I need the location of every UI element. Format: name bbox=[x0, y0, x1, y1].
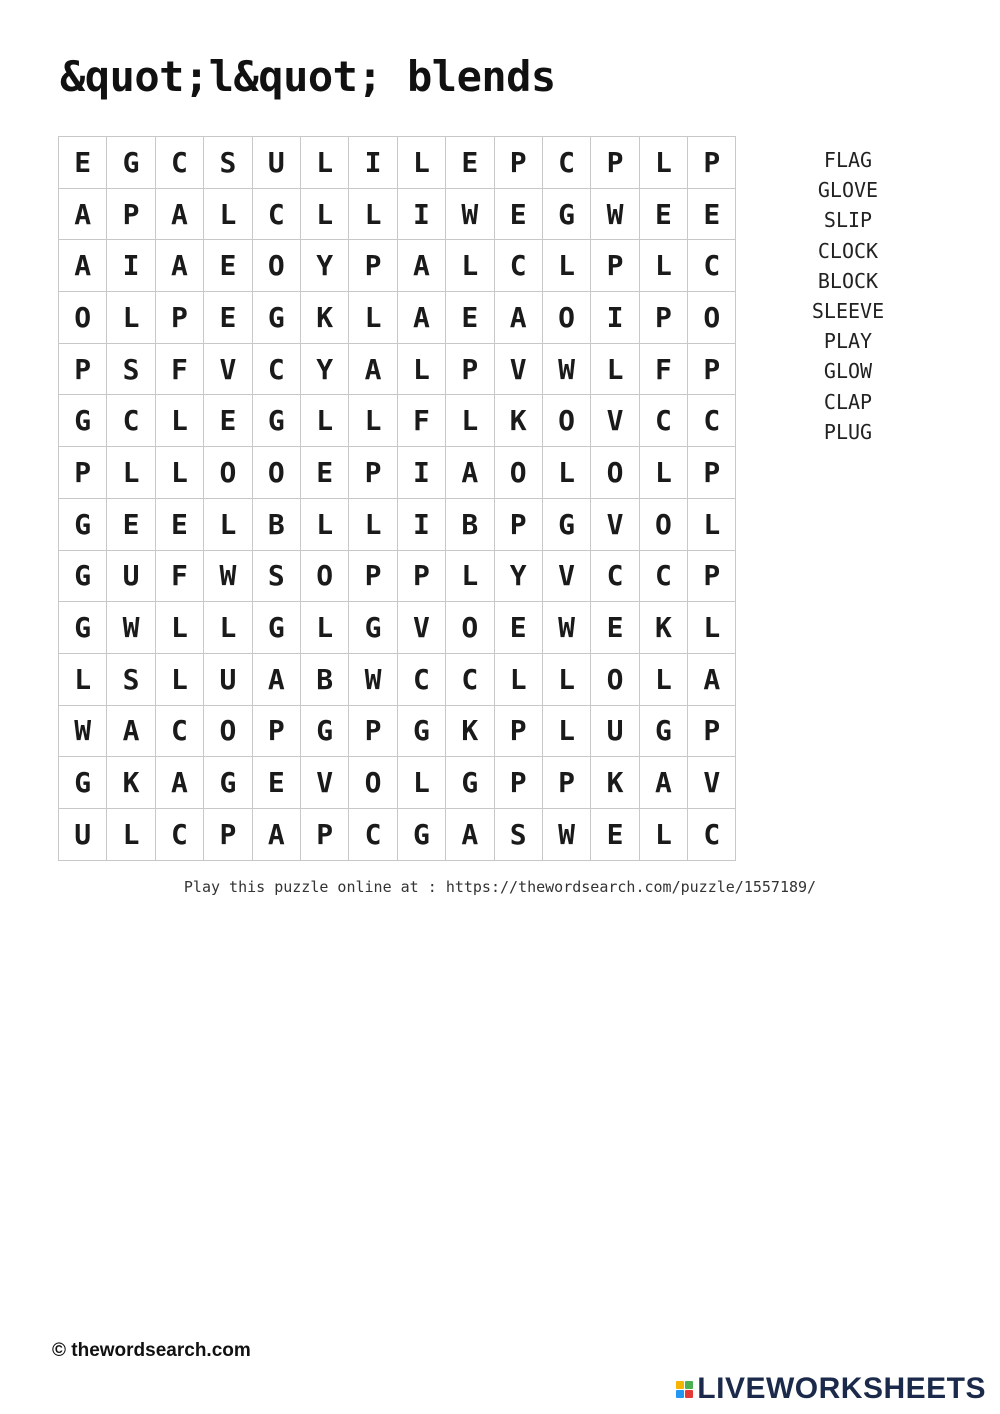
grid-cell: P bbox=[688, 706, 736, 758]
grid-cell: L bbox=[446, 240, 494, 292]
grid-cell: L bbox=[301, 395, 349, 447]
grid-cell: C bbox=[495, 240, 543, 292]
grid-cell: P bbox=[349, 447, 397, 499]
grid-cell: P bbox=[59, 344, 107, 396]
grid-cell: A bbox=[253, 654, 301, 706]
grid-cell: L bbox=[398, 344, 446, 396]
grid-cell: A bbox=[446, 809, 494, 861]
grid-cell: L bbox=[204, 189, 252, 241]
grid-cell: L bbox=[349, 292, 397, 344]
grid-cell: O bbox=[59, 292, 107, 344]
puzzle-url-link[interactable]: https://thewordsearch.com/puzzle/1557189/ bbox=[445, 878, 817, 896]
grid-cell: L bbox=[156, 395, 204, 447]
grid-cell: O bbox=[543, 292, 591, 344]
grid-cell: P bbox=[107, 189, 155, 241]
word-list-item: SLIP bbox=[823, 208, 873, 233]
grid-cell: V bbox=[688, 757, 736, 809]
grid-cell: P bbox=[495, 137, 543, 189]
grid-cell: S bbox=[107, 344, 155, 396]
grid-cell: C bbox=[253, 344, 301, 396]
grid-cell: L bbox=[349, 395, 397, 447]
grid-cell: U bbox=[591, 706, 639, 758]
liveworksheets-wordmark: LIVEWORKSHEETS bbox=[697, 1372, 986, 1405]
grid-cell: W bbox=[446, 189, 494, 241]
word-list-item: PLAY bbox=[823, 329, 873, 354]
grid-cell: S bbox=[204, 137, 252, 189]
grid-cell: W bbox=[59, 706, 107, 758]
grid-cell: A bbox=[446, 447, 494, 499]
grid-cell: G bbox=[398, 809, 446, 861]
grid-cell: E bbox=[204, 240, 252, 292]
grid-cell: E bbox=[253, 757, 301, 809]
grid-cell: L bbox=[301, 137, 349, 189]
grid-cell: G bbox=[59, 757, 107, 809]
grid-cell: L bbox=[688, 499, 736, 551]
grid-cell: L bbox=[543, 654, 591, 706]
grid-cell: E bbox=[640, 189, 688, 241]
grid-cell: L bbox=[349, 189, 397, 241]
grid-cell: L bbox=[640, 654, 688, 706]
grid-cell: E bbox=[204, 395, 252, 447]
grid-cell: L bbox=[107, 292, 155, 344]
grid-cell: V bbox=[543, 551, 591, 603]
logo-square bbox=[676, 1381, 684, 1389]
grid-cell: B bbox=[301, 654, 349, 706]
grid-cell: P bbox=[349, 706, 397, 758]
grid-cell: L bbox=[640, 447, 688, 499]
grid-cell: L bbox=[349, 499, 397, 551]
grid-cell: O bbox=[204, 706, 252, 758]
grid-cell: O bbox=[253, 240, 301, 292]
grid-cell: K bbox=[495, 395, 543, 447]
grid-cell: V bbox=[495, 344, 543, 396]
grid-cell: E bbox=[59, 137, 107, 189]
grid-cell: O bbox=[253, 447, 301, 499]
grid-cell: P bbox=[156, 292, 204, 344]
word-list-item: PLUG bbox=[823, 419, 873, 444]
grid-cell: P bbox=[688, 137, 736, 189]
grid-cell: G bbox=[349, 602, 397, 654]
grid-cell: L bbox=[640, 137, 688, 189]
grid-cell: K bbox=[640, 602, 688, 654]
grid-cell: C bbox=[688, 809, 736, 861]
grid-cell: W bbox=[204, 551, 252, 603]
grid-cell: F bbox=[640, 344, 688, 396]
grid-cell: S bbox=[495, 809, 543, 861]
grid-cell: C bbox=[156, 809, 204, 861]
logo-square bbox=[676, 1390, 684, 1398]
grid-cell: Y bbox=[301, 344, 349, 396]
grid-cell: O bbox=[446, 602, 494, 654]
grid-cell: K bbox=[446, 706, 494, 758]
grid-cell: C bbox=[156, 706, 204, 758]
grid-cell: K bbox=[591, 757, 639, 809]
play-online-line bbox=[0, 878, 1000, 896]
grid-cell: A bbox=[640, 757, 688, 809]
grid-cell: I bbox=[398, 499, 446, 551]
grid-cell: L bbox=[591, 344, 639, 396]
grid-cell: O bbox=[301, 551, 349, 603]
word-list-item: SLEEVE bbox=[811, 299, 885, 324]
liveworksheets-brand bbox=[676, 1372, 986, 1406]
grid-cell: A bbox=[107, 706, 155, 758]
grid-cell: I bbox=[349, 137, 397, 189]
grid-cell: L bbox=[398, 137, 446, 189]
grid-cell: P bbox=[349, 240, 397, 292]
grid-cell: C bbox=[640, 395, 688, 447]
grid-cell: A bbox=[156, 189, 204, 241]
grid-cell: P bbox=[495, 706, 543, 758]
grid-cell: G bbox=[446, 757, 494, 809]
grid-cell: L bbox=[156, 602, 204, 654]
grid-cell: F bbox=[156, 551, 204, 603]
grid-cell: U bbox=[107, 551, 155, 603]
grid-cell: A bbox=[59, 189, 107, 241]
grid-cell: C bbox=[591, 551, 639, 603]
grid-cell: L bbox=[204, 602, 252, 654]
grid-cell: P bbox=[495, 757, 543, 809]
grid-cell: I bbox=[107, 240, 155, 292]
grid-cell: C bbox=[398, 654, 446, 706]
grid-cell: G bbox=[59, 551, 107, 603]
grid-cell: W bbox=[107, 602, 155, 654]
grid-cell: C bbox=[107, 395, 155, 447]
word-list-item: CLOCK bbox=[817, 238, 879, 263]
word-list-item: GLOW bbox=[823, 359, 873, 384]
grid-cell: C bbox=[688, 240, 736, 292]
grid-cell: A bbox=[398, 240, 446, 292]
grid-cell: V bbox=[398, 602, 446, 654]
grid-cell: P bbox=[688, 344, 736, 396]
grid-cell: B bbox=[446, 499, 494, 551]
grid-cell: G bbox=[543, 499, 591, 551]
grid-cell: G bbox=[107, 137, 155, 189]
grid-cell: C bbox=[156, 137, 204, 189]
grid-cell: P bbox=[495, 499, 543, 551]
grid-cell: I bbox=[398, 189, 446, 241]
word-list-item: BLOCK bbox=[817, 268, 879, 293]
grid-cell: L bbox=[156, 447, 204, 499]
grid-cell: G bbox=[253, 292, 301, 344]
grid-cell: E bbox=[156, 499, 204, 551]
grid-cell: G bbox=[59, 602, 107, 654]
grid-cell: L bbox=[59, 654, 107, 706]
grid-cell: U bbox=[59, 809, 107, 861]
grid-cell: O bbox=[640, 499, 688, 551]
grid-cell: L bbox=[156, 654, 204, 706]
grid-cell: L bbox=[301, 602, 349, 654]
grid-cell: E bbox=[495, 189, 543, 241]
grid-cell: P bbox=[591, 240, 639, 292]
grid-cell: P bbox=[543, 757, 591, 809]
grid-cell: L bbox=[640, 240, 688, 292]
grid-cell: F bbox=[398, 395, 446, 447]
grid-cell: A bbox=[156, 757, 204, 809]
grid-cell: K bbox=[107, 757, 155, 809]
grid-cell: C bbox=[253, 189, 301, 241]
puzzle-title: &quot;l&quot; blends bbox=[60, 52, 556, 101]
grid-cell: U bbox=[253, 137, 301, 189]
play-online-text: Play this puzzle online at bbox=[183, 878, 419, 896]
grid-cell: L bbox=[543, 706, 591, 758]
grid-cell: K bbox=[301, 292, 349, 344]
grid-cell: L bbox=[543, 240, 591, 292]
grid-cell: W bbox=[543, 344, 591, 396]
grid-cell: S bbox=[253, 551, 301, 603]
grid-cell: O bbox=[591, 654, 639, 706]
grid-cell: C bbox=[688, 395, 736, 447]
grid-cell: A bbox=[253, 809, 301, 861]
grid-cell: E bbox=[446, 292, 494, 344]
grid-cell: I bbox=[591, 292, 639, 344]
grid-cell: O bbox=[543, 395, 591, 447]
grid-cell: Y bbox=[495, 551, 543, 603]
grid-cell: G bbox=[204, 757, 252, 809]
grid-cell: L bbox=[446, 551, 494, 603]
grid-cell: A bbox=[688, 654, 736, 706]
grid-cell: G bbox=[543, 189, 591, 241]
grid-cell: O bbox=[495, 447, 543, 499]
grid-cell: V bbox=[591, 499, 639, 551]
grid-cell: A bbox=[349, 344, 397, 396]
logo-square bbox=[685, 1381, 693, 1389]
grid-cell: C bbox=[349, 809, 397, 861]
grid-cell: I bbox=[398, 447, 446, 499]
grid-cell: E bbox=[301, 447, 349, 499]
grid-cell: W bbox=[349, 654, 397, 706]
word-list-item: GLOVE bbox=[817, 178, 879, 203]
grid-cell: E bbox=[591, 602, 639, 654]
grid-cell: C bbox=[543, 137, 591, 189]
grid-cell: L bbox=[688, 602, 736, 654]
grid-cell: E bbox=[107, 499, 155, 551]
grid-cell: E bbox=[204, 292, 252, 344]
grid-cell: A bbox=[495, 292, 543, 344]
grid-cell: P bbox=[398, 551, 446, 603]
grid-cell: E bbox=[688, 189, 736, 241]
word-list-item: CLAP bbox=[823, 389, 873, 414]
copyright-text: © thewordsearch.com bbox=[52, 1340, 251, 1361]
grid-cell: L bbox=[640, 809, 688, 861]
grid-cell: G bbox=[59, 395, 107, 447]
grid-cell: P bbox=[204, 809, 252, 861]
grid-cell: P bbox=[688, 551, 736, 603]
grid-cell: L bbox=[543, 447, 591, 499]
grid-cell: W bbox=[543, 602, 591, 654]
grid-cell: P bbox=[591, 137, 639, 189]
grid-cell: U bbox=[204, 654, 252, 706]
grid-cell: L bbox=[107, 447, 155, 499]
grid-cell: G bbox=[59, 499, 107, 551]
word-search-grid bbox=[58, 136, 736, 861]
play-online-separator: : bbox=[418, 878, 446, 896]
grid-cell: P bbox=[59, 447, 107, 499]
grid-cell: O bbox=[349, 757, 397, 809]
grid-cell: A bbox=[398, 292, 446, 344]
grid-cell: L bbox=[204, 499, 252, 551]
grid-cell: O bbox=[204, 447, 252, 499]
grid-cell: L bbox=[107, 809, 155, 861]
grid-cell: G bbox=[640, 706, 688, 758]
grid-cell: A bbox=[59, 240, 107, 292]
grid-cell: G bbox=[253, 602, 301, 654]
grid-cell: E bbox=[495, 602, 543, 654]
grid-cell: V bbox=[204, 344, 252, 396]
grid-cell: G bbox=[301, 706, 349, 758]
grid-cell: Y bbox=[301, 240, 349, 292]
grid-cell: G bbox=[398, 706, 446, 758]
grid-cell: W bbox=[543, 809, 591, 861]
grid-cell: F bbox=[156, 344, 204, 396]
word-list-item: FLAG bbox=[823, 148, 873, 172]
grid-cell: C bbox=[640, 551, 688, 603]
grid-cell: L bbox=[398, 757, 446, 809]
grid-cell: L bbox=[446, 395, 494, 447]
word-list bbox=[790, 145, 906, 447]
grid-cell: E bbox=[591, 809, 639, 861]
grid-cell: V bbox=[301, 757, 349, 809]
grid-cell: G bbox=[253, 395, 301, 447]
grid-cell: L bbox=[301, 189, 349, 241]
logo-square bbox=[685, 1390, 693, 1398]
grid-cell: C bbox=[446, 654, 494, 706]
grid-cell: V bbox=[591, 395, 639, 447]
grid-cell: A bbox=[156, 240, 204, 292]
grid-cell: P bbox=[253, 706, 301, 758]
grid-cell: W bbox=[591, 189, 639, 241]
grid-cell: P bbox=[301, 809, 349, 861]
grid-cell: E bbox=[446, 137, 494, 189]
liveworksheets-logo-icon bbox=[676, 1381, 693, 1398]
grid-cell: P bbox=[446, 344, 494, 396]
grid-cell: P bbox=[349, 551, 397, 603]
grid-cell: L bbox=[301, 499, 349, 551]
grid-cell: O bbox=[591, 447, 639, 499]
grid-cell: O bbox=[688, 292, 736, 344]
grid-cell: B bbox=[253, 499, 301, 551]
grid-cell: L bbox=[495, 654, 543, 706]
grid-cell: P bbox=[640, 292, 688, 344]
grid-cell: S bbox=[107, 654, 155, 706]
grid-cell: P bbox=[688, 447, 736, 499]
